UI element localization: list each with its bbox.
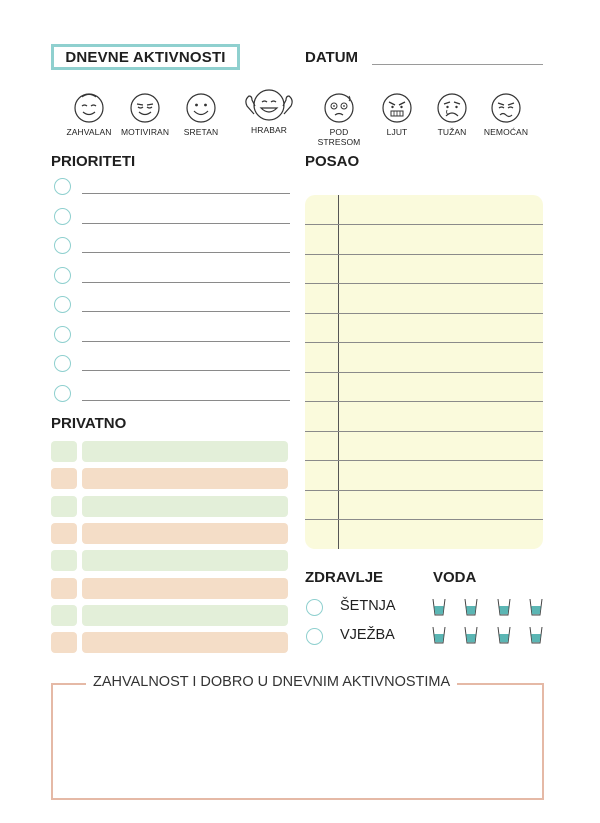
page-title: DNEVNE AKTIVNOSTI (65, 48, 226, 66)
mood-stressed[interactable] (309, 90, 369, 147)
priority-checkbox[interactable] (54, 296, 71, 313)
helpless-face-icon (489, 90, 523, 124)
mood-angry[interactable] (367, 90, 427, 137)
private-row[interactable] (51, 550, 288, 571)
work-notes-box[interactable] (305, 195, 543, 549)
mood-brave[interactable] (239, 84, 299, 135)
private-row[interactable] (51, 523, 288, 544)
exercise-checkbox[interactable] (306, 628, 323, 645)
mood-label: POD STRESOM (317, 127, 361, 147)
health-item-label: ŠETNJA (340, 598, 396, 614)
private-row[interactable] (51, 632, 288, 653)
priority-checkbox[interactable] (54, 267, 71, 284)
priority-row[interactable] (54, 385, 290, 403)
mood-label: HRABAR (250, 125, 288, 135)
page-title-box (51, 44, 240, 70)
work-line (305, 224, 543, 225)
priority-checkbox[interactable] (54, 385, 71, 402)
date-input-line[interactable] (372, 64, 543, 65)
private-row[interactable] (51, 441, 288, 462)
health-item-label: VJEŽBA (340, 627, 395, 643)
private-row[interactable] (51, 578, 288, 599)
water-glass-icon[interactable] (432, 598, 446, 616)
priority-line[interactable] (82, 282, 290, 283)
priority-row[interactable] (54, 326, 290, 344)
work-line (305, 431, 543, 432)
mood-label: MOTIVIRAN (120, 127, 170, 137)
priority-row[interactable] (54, 237, 290, 255)
work-line (305, 401, 543, 402)
water-title: VODA (433, 569, 477, 586)
mood-label: LJUT (386, 127, 408, 137)
work-line (305, 519, 543, 520)
work-line (305, 313, 543, 314)
water-glass-icon[interactable] (464, 626, 478, 644)
grateful-face-icon (72, 90, 106, 124)
happy-face-icon (184, 90, 218, 124)
mood-label: ZAHVALAN (66, 127, 112, 137)
priority-checkbox[interactable] (54, 355, 71, 372)
water-glass-icon[interactable] (497, 598, 511, 616)
private-input[interactable] (82, 632, 288, 653)
work-line (305, 342, 543, 343)
private-tab[interactable] (51, 496, 77, 517)
private-tab[interactable] (51, 605, 77, 626)
private-tab[interactable] (51, 523, 77, 544)
water-glass-icon[interactable] (497, 626, 511, 644)
priority-row[interactable] (54, 296, 290, 314)
private-tab[interactable] (51, 441, 77, 462)
water-glass-icon[interactable] (529, 626, 543, 644)
brave-face-icon (239, 84, 299, 124)
mood-grateful[interactable] (59, 90, 119, 137)
gratitude-title: ZAHVALNOST I DOBRO U DNEVNIM AKTIVNOSTIMA (86, 674, 457, 690)
mood-label: SRETAN (183, 127, 219, 137)
priority-checkbox[interactable] (54, 237, 71, 254)
priority-line[interactable] (82, 193, 290, 194)
private-input[interactable] (82, 468, 288, 489)
priority-line[interactable] (82, 341, 290, 342)
private-input[interactable] (82, 550, 288, 571)
work-title: POSAO (305, 153, 360, 170)
stressed-face-icon (322, 90, 356, 124)
work-line (305, 254, 543, 255)
work-line (305, 372, 543, 373)
priority-line[interactable] (82, 252, 290, 253)
mood-motivated[interactable] (115, 90, 175, 137)
private-input[interactable] (82, 605, 288, 626)
private-input[interactable] (82, 441, 288, 462)
priorities-title: PRIORITETI (51, 153, 136, 170)
private-tab[interactable] (51, 468, 77, 489)
health-title: ZDRAVLJE (305, 569, 384, 586)
priority-checkbox[interactable] (54, 326, 71, 343)
private-input[interactable] (82, 523, 288, 544)
gratitude-box[interactable] (51, 683, 544, 800)
priority-row[interactable] (54, 208, 290, 226)
angry-face-icon (380, 90, 414, 124)
work-line (305, 460, 543, 461)
water-glass-icon[interactable] (432, 626, 446, 644)
private-tab[interactable] (51, 578, 77, 599)
private-tab[interactable] (51, 550, 77, 571)
mood-helpless[interactable] (476, 90, 536, 137)
private-tab[interactable] (51, 632, 77, 653)
sad-face-icon (435, 90, 469, 124)
private-input[interactable] (82, 578, 288, 599)
private-row[interactable] (51, 468, 288, 489)
priority-line[interactable] (82, 370, 290, 371)
priority-row[interactable] (54, 178, 290, 196)
private-row[interactable] (51, 496, 288, 517)
priority-line[interactable] (82, 223, 290, 224)
mood-label: NEMOĆAN (483, 127, 529, 137)
water-glass-icon[interactable] (464, 598, 478, 616)
priority-checkbox[interactable] (54, 178, 71, 195)
motivated-face-icon (128, 90, 162, 124)
private-input[interactable] (82, 496, 288, 517)
mood-sad[interactable] (422, 90, 482, 137)
water-glass-icon[interactable] (529, 598, 543, 616)
priority-line[interactable] (82, 400, 290, 401)
private-title: PRIVATNO (51, 415, 127, 432)
priority-line[interactable] (82, 311, 290, 312)
mood-happy[interactable] (171, 90, 231, 137)
priority-row[interactable] (54, 355, 290, 373)
work-line (305, 283, 543, 284)
date-label: DATUM (305, 49, 359, 66)
work-line (305, 490, 543, 491)
walk-checkbox[interactable] (306, 599, 323, 616)
private-row[interactable] (51, 605, 288, 626)
mood-label: TUŽAN (437, 127, 467, 137)
priority-row[interactable] (54, 267, 290, 285)
priority-checkbox[interactable] (54, 208, 71, 225)
